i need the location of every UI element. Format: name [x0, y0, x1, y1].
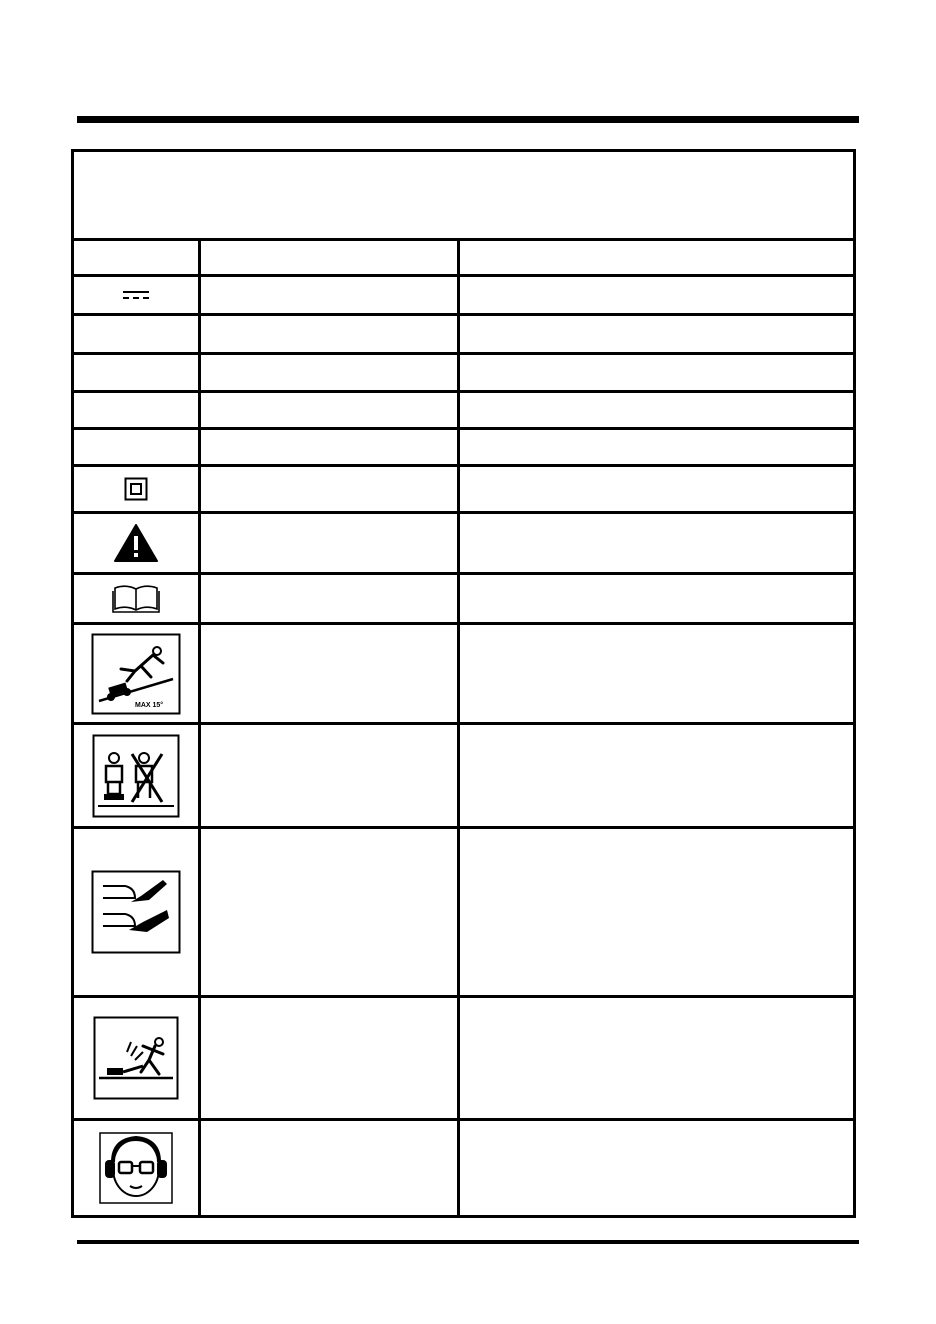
warning-triangle-icon: [113, 523, 159, 563]
table-row: [74, 316, 853, 355]
slope-limit-text: MAX 15°: [135, 701, 164, 709]
header-explanation: [460, 241, 853, 274]
table-row: [74, 393, 853, 430]
table-header-row: [74, 241, 853, 277]
row-name: [201, 829, 460, 995]
table-row: [74, 277, 853, 316]
row-explanation: [460, 829, 853, 995]
row-name: [201, 998, 460, 1118]
table-row: [74, 725, 853, 829]
table-row: [74, 514, 853, 575]
table-row: [74, 467, 853, 514]
thrown-objects-bystander-icon: [93, 1016, 179, 1100]
row-explanation: [460, 575, 853, 622]
row-explanation: [460, 277, 853, 313]
row-name: [201, 393, 460, 427]
row-name: [201, 467, 460, 511]
table-row: [74, 430, 853, 467]
no-passengers-icon: [92, 734, 180, 818]
table-row: [74, 355, 853, 393]
row-explanation: [460, 1121, 853, 1215]
row-name: [201, 625, 460, 722]
direct-current-icon: [121, 288, 151, 302]
row-symbol: [74, 393, 201, 427]
table-title: [74, 152, 853, 241]
slope-rollover-hazard-icon: [91, 633, 181, 715]
table-row: [74, 575, 853, 625]
row-explanation: [460, 316, 853, 352]
header-symbol: [74, 241, 201, 274]
row-explanation: [460, 514, 853, 572]
row-name: [201, 355, 460, 390]
row-explanation: [460, 393, 853, 427]
row-explanation: [460, 725, 853, 826]
row-explanation: [460, 430, 853, 464]
wear-eye-ear-protection-icon: [99, 1132, 173, 1204]
header-name: [201, 241, 460, 274]
row-symbol: [74, 316, 201, 352]
row-name: [201, 575, 460, 622]
table-row: [74, 625, 853, 725]
row-name: [201, 316, 460, 352]
row-explanation: [460, 355, 853, 390]
row-explanation: [460, 998, 853, 1118]
symbols-table: [71, 149, 856, 1218]
row-name: [201, 1121, 460, 1215]
read-manual-book-icon: [112, 584, 160, 614]
bottom-rule: [77, 1240, 859, 1244]
table-row: [74, 998, 853, 1121]
row-name: [201, 430, 460, 464]
table-row: [74, 829, 853, 998]
row-explanation: [460, 467, 853, 511]
blade-hand-foot-hazard-icon: [91, 870, 181, 954]
table-row: [74, 1121, 853, 1215]
row-symbol: [74, 430, 201, 464]
row-explanation: [460, 625, 853, 722]
top-rule: [77, 116, 859, 123]
row-name: [201, 277, 460, 313]
row-name: [201, 725, 460, 826]
row-symbol: [74, 355, 201, 390]
row-name: [201, 514, 460, 572]
class-ii-double-insulation-icon: [124, 477, 148, 501]
